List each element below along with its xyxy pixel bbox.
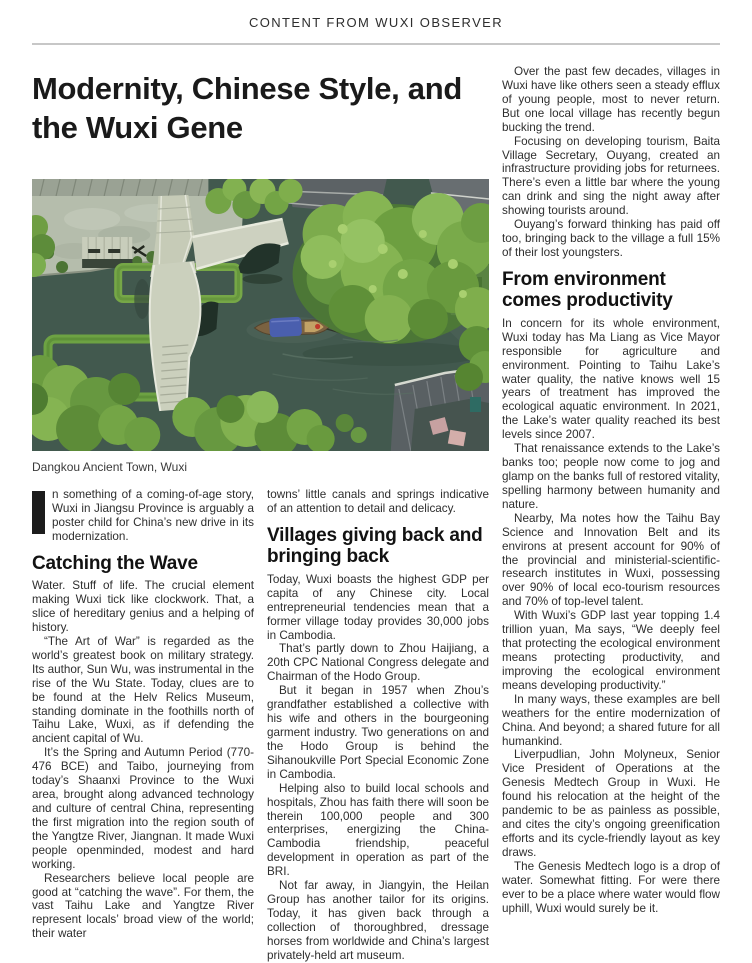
intro-text: n something of a coming-of-age story, Wuxi in Jiangsu Province is arguably a poster child for China’s new drive in its modernization. (52, 488, 254, 543)
page-header (0, 0, 752, 45)
paragraph: In concern for its whole environment, Wuxi today has Ma Liang as Vice Mayor responsible for agriculture and environment. Pointing to Taihu Lake’s water quality, the native knows well 15 years of treatment has improved the ecological aquatic environment. In 2021, the Lake’s water quality reached its best levels since 2007. (502, 316, 720, 442)
paragraph: Nearby, Ma notes how the Taihu Bay Science and Innovation Belt and its environs at present account for 90% of the provincial and ministerial-scientific-research institutes in Wuxi, possessing over 90% of local eco-tourism resources and 70% of top-level talent. (502, 511, 720, 609)
intro-paragraph (32, 488, 254, 544)
article-body (0, 45, 752, 963)
section-heading-from-environment: From environment comes productivity (502, 268, 673, 312)
paragraph: Ouyang’s forward thinking has paid off too, bringing back to the village a full 15% of their lost youngsters. (502, 218, 720, 259)
column-1 (32, 488, 254, 963)
paragraph: Helping also to build local schools and hospitals, Zhou has faith there will soon be therein 100,000 people and 300 enterprises, energizing the China-Cambodia friendship, peaceful development in operation as part of the BRI. (267, 781, 489, 879)
paragraph: But it began in 1957 when Zhou’s grandfather established a collective with his wife and others in the bourgeoning garment industry. Two generations on and the Hodo Group is behind the Sihanoukville Port Special Economic Zone in Cambodia. (267, 684, 489, 781)
paragraph: With Wuxi’s GDP last year topping 1.4 trillion yuan, Ma says, “We deeply feel that protecting the ecological environment means protecting productivity, and improving the ecological environment means developing productivity.” (502, 609, 720, 692)
paragraph: The Genesis Medtech logo is a drop of water. Somewhat fitting. For were there ever to be a place where water would flow uphill, Wuxi would surely be it. (502, 859, 720, 915)
paragraph: That renaissance extends to the Lake’s banks too; people now come to jog and glamp on the banks full of restored vitality, spelling harmony between humanity and nature. (502, 442, 720, 511)
paragraph-continuation: towns’ little canals and springs indicative of an attention to detail and delicacy. (267, 488, 489, 516)
two-column-text (32, 488, 489, 963)
drop-cap (32, 491, 45, 534)
article-left-section (32, 45, 489, 963)
photo-caption: Dangkou Ancient Town, Wuxi (32, 460, 187, 475)
paragraph: Water. Stuff of life. The crucial element making Wuxi tick like clockwork. That, a slice of hereditary genius and a helping of history. (32, 579, 254, 635)
section-heading-villages-giving-back: Villages giving back and bringing back (267, 524, 483, 568)
column-2 (267, 488, 489, 963)
boat-person (315, 324, 320, 329)
tree-reflection (303, 342, 483, 366)
paragraph: Not far away, in Jiangyin, the Heilan Group has another tailor for its origins. Today, it has given back through a collection of thoroughbred, dressage horses from worldwide and China’s largest privately-held art museum. (267, 879, 489, 962)
paragraph: Focusing on developing tourism, Baita Village Secretary, Ouyang, created an infrastructure providing jobs for returnees. There’s even a little bar where the young can drink and sing the night away after showing tourists around. (502, 134, 720, 218)
paragraph: “The Art of War” is regarded as the world’s greatest book on military strategy. Its author, Sun Wu, was instrumental in the rise of the Wu State. Today, clues are to be found at the Helv Relics Museum, standing dominate in the foothills north of Taihu Lake, Wuxi, as if defending the ancient capital of Wu. (32, 634, 254, 746)
paragraph: Researchers believe local people are good at “catching the wave”. For them, the vast Taihu Lake and Yangtze River represent locals’ broad view of the world; their water (32, 871, 254, 941)
hero-photo (32, 179, 489, 474)
paragraph: It’s the Spring and Autumn Period (770-476 BCE) and Taibo, journeying from today’s Shaanxi Province to the Wuxi area, brought along advanced technology and culture of central China, representing the first migration into the region south of the Yangtze River, Jiangnan. It made Wuxi people openminded, modest and hard working. (32, 746, 254, 871)
section-heading-catching-the-wave: Catching the Wave (32, 552, 198, 574)
stairs (32, 179, 208, 196)
paragraph: Liverpudlian, John Molyneux, Senior Vice President of Operations at the Genesis Medtech Group in Wuxi. He found his relocation at the height of the pandemic to be as painless as possible, and cites the city’s ongoing greenification efforts and its cycle-friendly layout as key draws. (502, 748, 720, 859)
column-3 (502, 45, 720, 915)
paragraph: Over the past few decades, villages in Wuxi have like others seen a steady efflux of young people, most to never return. But one local village has recently begun bucking the trend. (502, 65, 720, 134)
paragraph: That’s partly down to Zhou Haijiang, a 20th CPC National Congress delegate and Chairman of the Hodo Group. (267, 642, 489, 684)
article-title: Modernity, Chinese Style, and the Wuxi Gene (32, 71, 462, 146)
paragraph: In many ways, these examples are bell weathers for the entire modernization of China. And beyond; a shared future for all humankind. (502, 692, 720, 748)
hero-photo-image (32, 179, 489, 451)
paragraph: Today, Wuxi boasts the highest GDP per capita of any Chinese city. Local entrepreneurial tendencies mean that a former village today provides 30,000 jobs in Cambodia. (267, 572, 489, 642)
kicker-text: CONTENT FROM WUXI OBSERVER (248, 15, 504, 30)
